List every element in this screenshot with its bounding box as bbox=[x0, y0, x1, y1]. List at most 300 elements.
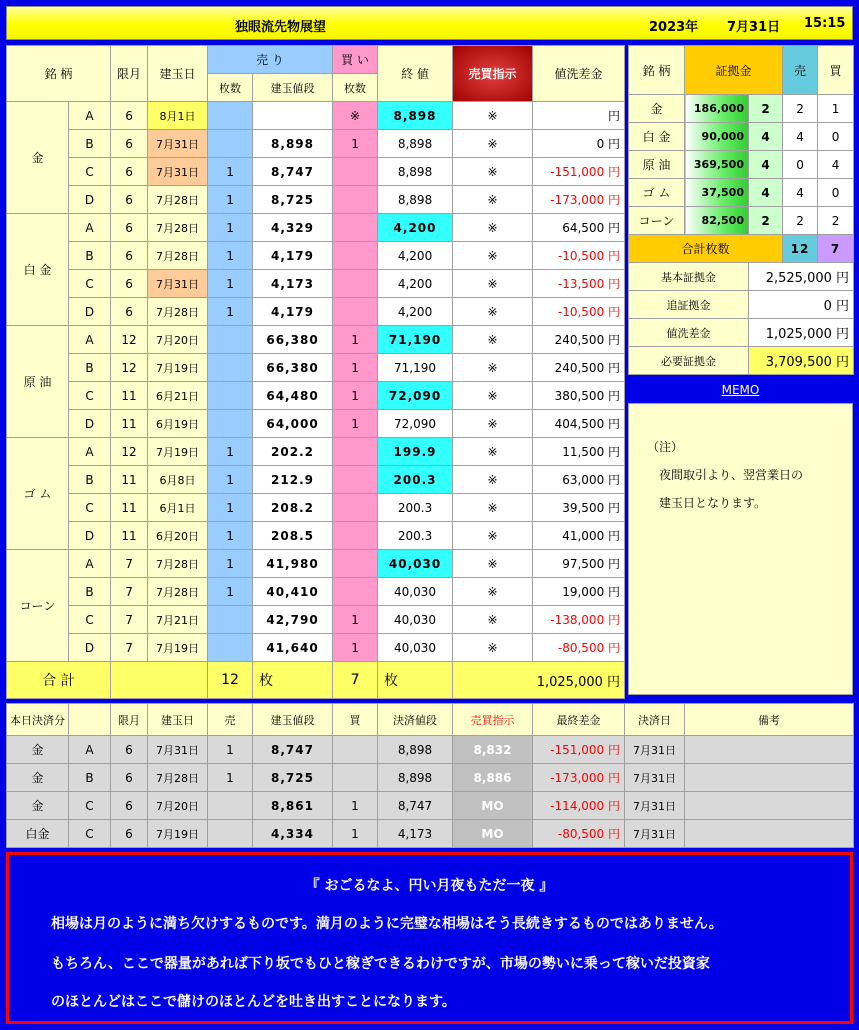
row-date: 6月19日 bbox=[148, 410, 208, 438]
row-code: D bbox=[69, 522, 111, 550]
message-line: 相場は月のように満ち欠けするものです。満月のように完璧な相場はそう長続きするものではありません。 bbox=[51, 916, 723, 932]
row-code: D bbox=[69, 186, 111, 214]
summary-value: 2,525,000 円 bbox=[749, 263, 854, 291]
settle-diff: -173,000 円 bbox=[533, 764, 625, 792]
settle-buy bbox=[333, 764, 378, 792]
row-month: 11 bbox=[111, 410, 148, 438]
row-code: D bbox=[69, 298, 111, 326]
table-row bbox=[7, 326, 625, 354]
table-row bbox=[7, 606, 625, 634]
row-date: 6月20日 bbox=[148, 522, 208, 550]
row-close: 200.3 bbox=[378, 494, 453, 522]
table-row bbox=[7, 102, 625, 130]
settle-instruction: MO bbox=[453, 792, 533, 820]
margin-sell: 2 bbox=[783, 207, 818, 235]
row-sell-qty: 1 bbox=[208, 466, 253, 494]
row-close: 200.3 bbox=[378, 522, 453, 550]
margin-buy: 1 bbox=[818, 95, 854, 123]
summary-label: 値洗差金 bbox=[629, 319, 749, 347]
row-code: A bbox=[69, 102, 111, 130]
settle-sdate: 7月31日 bbox=[625, 792, 685, 820]
message-box bbox=[6, 852, 853, 1024]
row-sell-qty bbox=[208, 382, 253, 410]
margin-summary-row bbox=[629, 263, 854, 291]
row-instruction[interactable]: ※ bbox=[453, 186, 533, 214]
table-row bbox=[7, 270, 625, 298]
row-date: 7月19日 bbox=[148, 354, 208, 382]
row-instruction[interactable]: ※ bbox=[453, 130, 533, 158]
row-instruction[interactable]: ※ bbox=[453, 634, 533, 662]
row-close: 4,200 bbox=[378, 298, 453, 326]
margin-amount: 37,500 bbox=[685, 179, 749, 207]
row-close: 72,090 bbox=[378, 410, 453, 438]
row-sell-qty: 1 bbox=[208, 270, 253, 298]
commodity-name: 白 金 bbox=[7, 214, 69, 326]
row-instruction[interactable]: ※ bbox=[453, 214, 533, 242]
row-instruction[interactable]: ※ bbox=[453, 102, 533, 130]
col-kai: 買 い bbox=[333, 46, 378, 74]
row-price: 64,000 bbox=[253, 410, 333, 438]
margin-col-meigara: 銘 柄 bbox=[629, 46, 685, 95]
commodity-name: コーン bbox=[7, 550, 69, 662]
row-code: B bbox=[69, 242, 111, 270]
settle-diff: -151,000 円 bbox=[533, 736, 625, 764]
row-diff: -10,500 円 bbox=[533, 242, 625, 270]
row-diff: 円 bbox=[533, 102, 625, 130]
row-price: 66,380 bbox=[253, 354, 333, 382]
row-price: 208.5 bbox=[253, 522, 333, 550]
settle-sdate: 7月31日 bbox=[625, 820, 685, 848]
row-date: 7月28日 bbox=[148, 578, 208, 606]
row-price: 212.9 bbox=[253, 466, 333, 494]
settle-sprice: 8,898 bbox=[378, 736, 453, 764]
row-buy-qty bbox=[333, 298, 378, 326]
row-code: C bbox=[69, 606, 111, 634]
row-sell-qty: 1 bbox=[208, 494, 253, 522]
total-label: 合 計 bbox=[7, 662, 111, 699]
row-instruction[interactable]: ※ bbox=[453, 354, 533, 382]
row-price: 4,329 bbox=[253, 214, 333, 242]
row-code: B bbox=[69, 354, 111, 382]
row-buy-qty bbox=[333, 270, 378, 298]
table-row bbox=[7, 410, 625, 438]
row-date: 8月1日 bbox=[148, 102, 208, 130]
settle-month: 6 bbox=[111, 736, 148, 764]
settle-col: 限月 bbox=[111, 704, 148, 736]
settle-col: 備考 bbox=[685, 704, 854, 736]
memo-line: （注） bbox=[647, 440, 684, 454]
row-instruction[interactable]: ※ bbox=[453, 522, 533, 550]
margin-sell: 4 bbox=[783, 123, 818, 151]
row-month: 12 bbox=[111, 326, 148, 354]
settle-col bbox=[69, 704, 111, 736]
col-meigara: 銘 柄 bbox=[7, 46, 111, 102]
margin-mult: 4 bbox=[749, 151, 783, 179]
row-price: 8,898 bbox=[253, 130, 333, 158]
margin-row bbox=[629, 179, 854, 207]
row-instruction[interactable]: ※ bbox=[453, 326, 533, 354]
row-month: 6 bbox=[111, 158, 148, 186]
row-price: 41,640 bbox=[253, 634, 333, 662]
settle-note bbox=[685, 792, 854, 820]
row-sell-qty bbox=[208, 326, 253, 354]
row-month: 7 bbox=[111, 634, 148, 662]
row-price: 202.2 bbox=[253, 438, 333, 466]
margin-buy: 0 bbox=[818, 123, 854, 151]
margin-amount: 82,500 bbox=[685, 207, 749, 235]
settle-diff: -80,500 円 bbox=[533, 820, 625, 848]
margin-sell: 2 bbox=[783, 95, 818, 123]
row-price: 8,725 bbox=[253, 186, 333, 214]
table-row bbox=[7, 130, 625, 158]
row-instruction[interactable]: ※ bbox=[453, 578, 533, 606]
settle-date: 7月28日 bbox=[148, 764, 208, 792]
message-title: 『 おごるなよ、円い月夜もただ一夜 』 bbox=[305, 878, 554, 894]
row-close: 8,898 bbox=[378, 158, 453, 186]
col-buy-maisu: 枚数 bbox=[333, 74, 378, 102]
margin-mult: 2 bbox=[749, 95, 783, 123]
row-price: 208.2 bbox=[253, 494, 333, 522]
margin-row bbox=[629, 123, 854, 151]
settle-row bbox=[7, 792, 854, 820]
total-spacer bbox=[111, 662, 208, 699]
settle-col: 建玉値段 bbox=[253, 704, 333, 736]
margin-sell: 4 bbox=[783, 179, 818, 207]
settle-month: 6 bbox=[111, 764, 148, 792]
row-month: 7 bbox=[111, 606, 148, 634]
row-buy-qty bbox=[333, 466, 378, 494]
row-buy-qty bbox=[333, 438, 378, 466]
row-price: 40,410 bbox=[253, 578, 333, 606]
row-price: 64,480 bbox=[253, 382, 333, 410]
row-buy-qty: 1 bbox=[333, 354, 378, 382]
row-date: 6月1日 bbox=[148, 494, 208, 522]
row-diff: 240,500 円 bbox=[533, 326, 625, 354]
row-close: 40,030 bbox=[378, 550, 453, 578]
settle-instruction: 8,832 bbox=[453, 736, 533, 764]
row-close: 71,190 bbox=[378, 354, 453, 382]
margin-summary-row bbox=[629, 347, 854, 375]
row-sell-qty: 1 bbox=[208, 186, 253, 214]
margin-row bbox=[629, 207, 854, 235]
total-sell-unit: 枚 bbox=[253, 662, 333, 699]
row-buy-qty: 1 bbox=[333, 326, 378, 354]
page-title: 独眼流先物展望 bbox=[235, 20, 327, 35]
row-month: 6 bbox=[111, 130, 148, 158]
row-close: 8,898 bbox=[378, 186, 453, 214]
row-sell-qty bbox=[208, 410, 253, 438]
table-row bbox=[7, 578, 625, 606]
row-code: A bbox=[69, 438, 111, 466]
row-instruction[interactable]: ※ bbox=[453, 270, 533, 298]
row-instruction[interactable]: ※ bbox=[453, 382, 533, 410]
settle-name: 金 bbox=[7, 764, 69, 792]
settle-instruction: 8,886 bbox=[453, 764, 533, 792]
row-sell-qty: 1 bbox=[208, 298, 253, 326]
row-month: 7 bbox=[111, 550, 148, 578]
row-diff: 380,500 円 bbox=[533, 382, 625, 410]
row-instruction[interactable]: ※ bbox=[453, 466, 533, 494]
settle-month: 6 bbox=[111, 792, 148, 820]
settle-col: 決済値段 bbox=[378, 704, 453, 736]
row-diff: 64,500 円 bbox=[533, 214, 625, 242]
message-line: のほとんどはここで儲けのほとんどを吐き出すことになります。 bbox=[51, 994, 456, 1010]
row-date: 7月28日 bbox=[148, 214, 208, 242]
row-month: 6 bbox=[111, 242, 148, 270]
margin-buy: 0 bbox=[818, 179, 854, 207]
row-month: 7 bbox=[111, 578, 148, 606]
row-code: A bbox=[69, 550, 111, 578]
table-row bbox=[7, 522, 625, 550]
col-tategyokubi: 建玉日 bbox=[148, 46, 208, 102]
table-row bbox=[7, 242, 625, 270]
row-month: 11 bbox=[111, 466, 148, 494]
table-row bbox=[7, 466, 625, 494]
row-diff: 240,500 円 bbox=[533, 354, 625, 382]
row-month: 6 bbox=[111, 270, 148, 298]
row-sell-qty bbox=[208, 354, 253, 382]
margin-summary-row bbox=[629, 291, 854, 319]
row-code: C bbox=[69, 270, 111, 298]
row-sell-qty: 1 bbox=[208, 158, 253, 186]
settle-col: 売 bbox=[208, 704, 253, 736]
summary-value: 0 円 bbox=[749, 291, 854, 319]
row-instruction[interactable]: ※ bbox=[453, 494, 533, 522]
row-month: 11 bbox=[111, 522, 148, 550]
row-close: 200.3 bbox=[378, 466, 453, 494]
row-close: 71,190 bbox=[378, 326, 453, 354]
settle-name: 金 bbox=[7, 736, 69, 764]
row-buy-qty bbox=[333, 158, 378, 186]
table-row bbox=[7, 354, 625, 382]
settle-name: 金 bbox=[7, 792, 69, 820]
row-month: 6 bbox=[111, 214, 148, 242]
margin-total-buy: 7 bbox=[818, 235, 854, 263]
settle-diff: -114,000 円 bbox=[533, 792, 625, 820]
row-diff: 97,500 円 bbox=[533, 550, 625, 578]
row-date: 7月20日 bbox=[148, 326, 208, 354]
memo-panel bbox=[628, 403, 853, 695]
settle-price: 8,747 bbox=[253, 736, 333, 764]
row-code: C bbox=[69, 382, 111, 410]
settle-sell bbox=[208, 792, 253, 820]
row-date: 7月28日 bbox=[148, 242, 208, 270]
margin-row bbox=[629, 151, 854, 179]
margin-buy: 4 bbox=[818, 151, 854, 179]
row-buy-qty: 1 bbox=[333, 634, 378, 662]
row-code: B bbox=[69, 466, 111, 494]
row-instruction[interactable]: ※ bbox=[453, 606, 533, 634]
row-buy-qty bbox=[333, 242, 378, 270]
settle-col: 売買指示 bbox=[453, 704, 533, 736]
settle-row bbox=[7, 764, 854, 792]
memo-link[interactable]: MEMO bbox=[721, 383, 760, 397]
row-date: 7月31日 bbox=[148, 130, 208, 158]
table-row bbox=[7, 298, 625, 326]
row-code: A bbox=[69, 326, 111, 354]
row-close: 4,200 bbox=[378, 214, 453, 242]
total-buy-unit: 枚 bbox=[378, 662, 453, 699]
settle-code: C bbox=[69, 820, 111, 848]
table-row bbox=[7, 158, 625, 186]
row-buy-qty: ※ bbox=[333, 102, 378, 130]
row-buy-qty bbox=[333, 578, 378, 606]
summary-label: 必要証拠金 bbox=[629, 347, 749, 375]
table-row bbox=[7, 550, 625, 578]
settle-sprice: 4,173 bbox=[378, 820, 453, 848]
row-month: 12 bbox=[111, 354, 148, 382]
row-date: 7月19日 bbox=[148, 634, 208, 662]
row-code: C bbox=[69, 494, 111, 522]
row-month: 6 bbox=[111, 186, 148, 214]
settle-buy bbox=[333, 736, 378, 764]
settle-sprice: 8,747 bbox=[378, 792, 453, 820]
commodity-name: 金 bbox=[7, 102, 69, 214]
row-diff: -173,000 円 bbox=[533, 186, 625, 214]
row-price: 8,747 bbox=[253, 158, 333, 186]
settle-sdate: 7月31日 bbox=[625, 736, 685, 764]
header-year: 2023年 bbox=[649, 20, 699, 35]
row-close: 8,898 bbox=[378, 102, 453, 130]
settle-sell bbox=[208, 820, 253, 848]
header-date: 7月31日 bbox=[727, 20, 781, 35]
row-diff: 63,000 円 bbox=[533, 466, 625, 494]
row-sell-qty bbox=[208, 130, 253, 158]
commodity-name: ゴ ム bbox=[7, 438, 69, 550]
margin-col-uri: 売 bbox=[783, 46, 818, 95]
settle-col: 本日決済分 bbox=[7, 704, 69, 736]
col-gengetsu: 限月 bbox=[111, 46, 148, 102]
row-date: 7月21日 bbox=[148, 606, 208, 634]
row-price: 41,980 bbox=[253, 550, 333, 578]
row-month: 12 bbox=[111, 438, 148, 466]
memo-header bbox=[628, 380, 853, 400]
row-close: 4,200 bbox=[378, 270, 453, 298]
baibai-button[interactable]: 売買指示 bbox=[453, 46, 533, 102]
col-sell-maisu: 枚数 bbox=[208, 74, 253, 102]
row-buy-qty bbox=[333, 522, 378, 550]
table-row bbox=[7, 494, 625, 522]
settle-sdate: 7月31日 bbox=[625, 764, 685, 792]
settle-date: 7月31日 bbox=[148, 736, 208, 764]
row-date: 7月31日 bbox=[148, 270, 208, 298]
row-diff: 404,500 円 bbox=[533, 410, 625, 438]
settle-sell: 1 bbox=[208, 736, 253, 764]
col-owarine: 終 値 bbox=[378, 46, 453, 102]
margin-buy: 2 bbox=[818, 207, 854, 235]
table-row bbox=[7, 382, 625, 410]
row-close: 4,200 bbox=[378, 242, 453, 270]
margin-sell: 0 bbox=[783, 151, 818, 179]
summary-value: 1,025,000 円 bbox=[749, 319, 854, 347]
row-diff: -13,500 円 bbox=[533, 270, 625, 298]
row-buy-qty: 1 bbox=[333, 606, 378, 634]
row-instruction[interactable]: ※ bbox=[453, 158, 533, 186]
margin-name: 金 bbox=[629, 95, 685, 123]
row-instruction[interactable]: ※ bbox=[453, 550, 533, 578]
settle-note bbox=[685, 736, 854, 764]
row-month: 6 bbox=[111, 102, 148, 130]
margin-amount: 186,000 bbox=[685, 95, 749, 123]
margin-mult: 2 bbox=[749, 207, 783, 235]
summary-value: 3,709,500 円 bbox=[749, 347, 854, 375]
row-sell-qty bbox=[208, 102, 253, 130]
settlement-table bbox=[6, 703, 854, 848]
memo-line: 夜間取引より、翌営業日の bbox=[659, 468, 804, 482]
positions-table bbox=[6, 45, 625, 699]
row-date: 7月19日 bbox=[148, 438, 208, 466]
row-close: 40,030 bbox=[378, 606, 453, 634]
settle-sell: 1 bbox=[208, 764, 253, 792]
row-date: 7月28日 bbox=[148, 550, 208, 578]
settle-name: 白金 bbox=[7, 820, 69, 848]
col-uri: 売 り bbox=[208, 46, 333, 74]
header-bar bbox=[6, 6, 853, 40]
row-price: 66,380 bbox=[253, 326, 333, 354]
total-diff: 1,025,000 円 bbox=[453, 662, 625, 699]
margin-name: 白 金 bbox=[629, 123, 685, 151]
row-diff: -138,000 円 bbox=[533, 606, 625, 634]
row-close: 8,898 bbox=[378, 130, 453, 158]
settle-header-row bbox=[7, 704, 854, 736]
row-sell-qty bbox=[208, 634, 253, 662]
row-sell-qty: 1 bbox=[208, 578, 253, 606]
row-sell-qty: 1 bbox=[208, 438, 253, 466]
margin-name: コーン bbox=[629, 207, 685, 235]
settle-date: 7月19日 bbox=[148, 820, 208, 848]
header-time: 15:15 bbox=[804, 16, 846, 31]
row-price: 4,173 bbox=[253, 270, 333, 298]
margin-name: 原 油 bbox=[629, 151, 685, 179]
row-month: 11 bbox=[111, 382, 148, 410]
row-month: 6 bbox=[111, 298, 148, 326]
settle-note bbox=[685, 764, 854, 792]
row-instruction[interactable]: ※ bbox=[453, 410, 533, 438]
margin-total-label: 合計枚数 bbox=[629, 235, 783, 263]
settle-code: C bbox=[69, 792, 111, 820]
total-row bbox=[7, 662, 625, 699]
row-code: C bbox=[69, 158, 111, 186]
memo-line: 建玉日となります。 bbox=[659, 496, 767, 510]
margin-col-kai: 買 bbox=[818, 46, 854, 95]
message-line: もちろん、ここで器量があれば下り坂でもひと稼ぎできるわけですが、市場の勢いに乗って稼いだ投資家 bbox=[51, 956, 710, 972]
table-row bbox=[7, 634, 625, 662]
row-sell-qty: 1 bbox=[208, 550, 253, 578]
row-code: D bbox=[69, 410, 111, 438]
row-diff: 0 円 bbox=[533, 130, 625, 158]
margin-row bbox=[629, 95, 854, 123]
row-buy-qty bbox=[333, 550, 378, 578]
col-nearai: 値洗差金 bbox=[533, 46, 625, 102]
row-instruction[interactable]: ※ bbox=[453, 438, 533, 466]
row-buy-qty bbox=[333, 494, 378, 522]
row-buy-qty: 1 bbox=[333, 130, 378, 158]
settle-col: 買 bbox=[333, 704, 378, 736]
row-code: B bbox=[69, 130, 111, 158]
settle-buy: 1 bbox=[333, 820, 378, 848]
settle-col: 建玉日 bbox=[148, 704, 208, 736]
row-close: 40,030 bbox=[378, 634, 453, 662]
settle-col: 最終差金 bbox=[533, 704, 625, 736]
row-diff: -10,500 円 bbox=[533, 298, 625, 326]
row-date: 7月31日 bbox=[148, 158, 208, 186]
row-instruction[interactable]: ※ bbox=[453, 298, 533, 326]
settle-sprice: 8,898 bbox=[378, 764, 453, 792]
row-diff: 39,500 円 bbox=[533, 494, 625, 522]
row-instruction[interactable]: ※ bbox=[453, 242, 533, 270]
settle-note bbox=[685, 820, 854, 848]
row-price bbox=[253, 102, 333, 130]
